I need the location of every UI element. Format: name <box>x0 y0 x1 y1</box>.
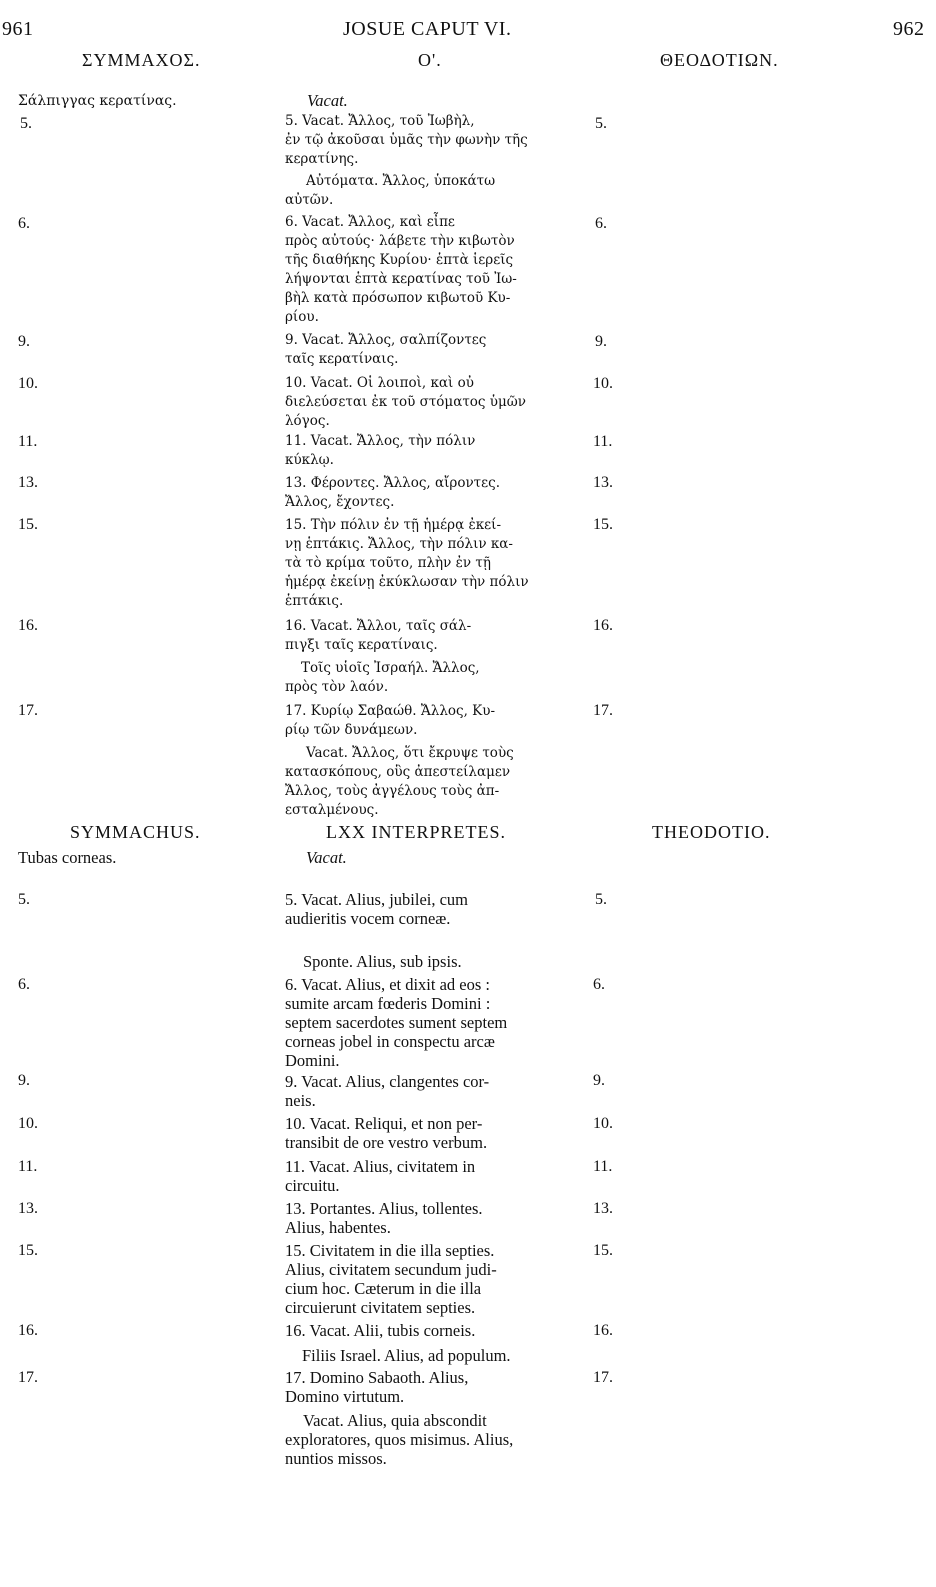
latin-verse-number-left: 5. <box>18 891 30 908</box>
greek-verse-number-left: 10. <box>18 375 38 392</box>
text-line: κερατίνης. <box>285 151 359 167</box>
latin-verse-number-right: 6. <box>593 976 605 993</box>
greek-lxx-paragraph <box>285 213 560 327</box>
text-line: ἐν τῷ ἀκοῦσαι ὑμᾶς τὴν φωνὴν τῆς <box>285 132 528 148</box>
greek-verse-number-left: 17. <box>18 702 38 719</box>
greek-verse-number-left: 6. <box>18 215 30 232</box>
text-line: 11. Vacat. Ἄλλος, τὴν πόλιν <box>285 433 476 449</box>
latin-lxx-paragraph <box>285 1157 560 1195</box>
text-line: Domini. <box>285 1051 340 1070</box>
greek-verse-number-right: 5. <box>595 115 607 132</box>
running-title: JOSUE CAPUT VI. <box>343 18 512 40</box>
text-line: sumite arcam fœderis Domini : <box>285 994 491 1013</box>
latin-verse-number-right: 5. <box>595 891 607 908</box>
latin-verse-number-left: 17. <box>18 1369 38 1386</box>
text-line: ἡμέρᾳ ἐκείνῃ ἐκύκλωσαν τὴν πόλιν <box>285 574 529 590</box>
greek-lxx-paragraph <box>285 432 560 470</box>
text-line: neis. <box>285 1091 316 1110</box>
latin-verse-number-left: 13. <box>18 1200 38 1217</box>
text-line: 5. Vacat. Alius, jubilei, cum <box>285 890 469 909</box>
latin-lxx-paragraph <box>302 1346 577 1365</box>
latin-lxx-paragraph <box>285 890 560 928</box>
greek-symmachus-heading: ΣΥΜΜΑΧΟΣ. <box>82 50 201 70</box>
greek-verse-number-right: 9. <box>595 333 607 350</box>
text-line: transibit de ore vestro verbum. <box>285 1133 488 1152</box>
text-line: τὰ τὸ κρίμα τοῦτο, πλὴν ἐν τῇ <box>285 555 491 571</box>
greek-lxx-paragraph <box>285 659 560 697</box>
greek-lxx-paragraph <box>285 172 581 210</box>
latin-verse-number-right: 9. <box>593 1072 605 1089</box>
text-line: Αὐτόματα. Ἄλλος, ὑποκάτω <box>306 173 496 189</box>
text-line: septem sacerdotes sument septem <box>285 1013 508 1032</box>
text-line: πιγξι ταῖς κερατίναις. <box>285 637 438 653</box>
text-line: Ἄλλος, ἔχοντες. <box>285 494 395 510</box>
greek-lxx-paragraph <box>285 474 560 512</box>
latin-lxx-paragraph <box>285 1321 560 1340</box>
latin-theodotion-heading: THEODOTIO. <box>652 822 771 842</box>
latin-verse-number-left: 11. <box>18 1158 38 1175</box>
greek-lxx-paragraph <box>285 516 560 611</box>
text-line: Τοῖς υἱοῖς Ἰσραήλ. Ἄλλος, <box>301 660 480 676</box>
latin-verse-number-left: 10. <box>18 1115 38 1132</box>
text-line: Filiis Israel. Alius, ad populum. <box>302 1346 511 1365</box>
greek-verse-number-right: 10. <box>593 375 613 392</box>
text-line: ρίου. <box>285 309 319 325</box>
text-line: τῆς διαθήκης Κυρίου· ἑπτὰ ἱερεῖς <box>285 252 514 268</box>
latin-verse-number-right: 11. <box>593 1158 613 1175</box>
greek-verse-number-left: 15. <box>18 516 38 533</box>
greek-lxx-paragraph <box>285 702 560 740</box>
latin-lxx-first-note: Vacat. <box>306 848 347 867</box>
greek-lxx-paragraph <box>285 112 560 169</box>
page-number-right: 962 <box>893 18 925 40</box>
latin-verse-number-right: 15. <box>593 1242 613 1259</box>
latin-lxx-paragraph <box>285 1368 560 1406</box>
latin-symmachus-first-note: Tubas corneas. <box>18 848 117 867</box>
text-line: Sponte. Alius, sub ipsis. <box>303 952 462 971</box>
latin-verse-number-left: 6. <box>18 976 30 993</box>
text-line: 16. Vacat. Alii, tubis corneis. <box>285 1321 476 1340</box>
text-line: 10. Vacat. Οἱ λοιποὶ, καὶ οὐ <box>285 375 474 391</box>
latin-lxx-paragraph <box>285 1241 560 1317</box>
text-line: ταῖς κερατίναις. <box>285 351 399 367</box>
text-line: 10. Vacat. Reliqui, et non per- <box>285 1114 483 1133</box>
text-line: 9. Vacat. Ἄλλος, σαλπίζοντες <box>285 332 487 348</box>
greek-lxx-paragraph <box>285 331 560 369</box>
text-line: νῃ ἑπτάκις. Ἄλλος, τὴν πόλιν κα- <box>285 536 513 552</box>
latin-verse-number-right: 16. <box>593 1322 613 1339</box>
text-line: 16. Vacat. Ἄλλοι, ταῖς σάλ- <box>285 618 472 634</box>
text-line: κατασκόπους, οὓς ἀπεστείλαμεν <box>285 764 511 780</box>
greek-lxx-paragraph <box>285 617 560 655</box>
text-line: Vacat. Ἄλλος, ὅτι ἔκρυψε τοὺς <box>306 745 514 761</box>
greek-verse-number-left: 9. <box>18 333 30 350</box>
text-line: Alius, civitatem secundum judi- <box>285 1260 497 1279</box>
text-line: λόγος. <box>285 413 330 429</box>
greek-verse-number-left: 16. <box>18 617 38 634</box>
latin-lxx-paragraph <box>285 975 560 1070</box>
text-line: βὴλ κατὰ πρόσωπον κιβωτοῦ Κυ- <box>285 290 511 306</box>
text-line: Domino virtutum. <box>285 1387 405 1406</box>
text-line: corneas jobel in conspectu arcæ <box>285 1032 495 1051</box>
latin-verse-number-left: 16. <box>18 1322 38 1339</box>
latin-lxx-heading: LXX INTERPRETES. <box>326 822 506 842</box>
latin-lxx-paragraph <box>285 1411 560 1468</box>
text-line: αὐτῶν. <box>285 192 334 208</box>
latin-verse-number-right: 10. <box>593 1115 613 1132</box>
text-line: 13. Portantes. Alius, tollentes. <box>285 1199 483 1218</box>
text-line: κύκλῳ. <box>285 452 334 468</box>
text-line: ἑπτάκις. <box>285 593 344 609</box>
latin-lxx-paragraph <box>303 952 578 971</box>
text-line: circuitu. <box>285 1176 340 1195</box>
latin-lxx-paragraph <box>285 1072 560 1110</box>
greek-verse-number-right: 15. <box>593 516 613 533</box>
greek-verse-number-left: 13. <box>18 474 38 491</box>
text-line: 6. Vacat. Ἄλλος, καὶ εἶπε <box>285 214 455 230</box>
text-line: πρὸς τὸν λαόν. <box>285 679 389 695</box>
text-line: 11. Vacat. Alius, civitatem in <box>285 1157 476 1176</box>
latin-verse-number-right: 13. <box>593 1200 613 1217</box>
greek-verse-number-left: 11. <box>18 433 38 450</box>
greek-theodotion-heading: ΘΕΟΔΟΤΙΩΝ. <box>660 50 779 70</box>
greek-verse-number-left: 5. <box>20 115 32 132</box>
greek-symmachus-first-note: Σάλπιγγας κερατίνας. <box>18 93 177 109</box>
latin-verse-number-right: 17. <box>593 1369 613 1386</box>
text-line: 9. Vacat. Alius, clangentes cor- <box>285 1072 490 1091</box>
greek-lxx-paragraph <box>285 374 560 431</box>
greek-lxx-paragraph <box>285 744 560 820</box>
text-line: 17. Κυρίῳ Σαβαώθ. Ἄλλος, Κυ- <box>285 703 496 719</box>
text-line: πρὸς αὐτούς· λάβετε τὴν κιβωτὸν <box>285 233 515 249</box>
text-line: 5. Vacat. Ἄλλος, τοῦ Ἰωβὴλ, <box>285 113 475 129</box>
text-line: διελεύσεται ἐκ τοῦ στόματος ὑμῶν <box>285 394 526 410</box>
text-line: cium hoc. Cæterum in die illa <box>285 1279 482 1298</box>
text-line: ρίῳ τῶν δυνάμεων. <box>285 722 418 738</box>
page-number-left: 961 <box>2 18 34 40</box>
text-line: circuierunt civitatem septies. <box>285 1298 476 1317</box>
greek-verse-number-right: 17. <box>593 702 613 719</box>
text-line: Alius, habentes. <box>285 1218 391 1237</box>
text-line: 6. Vacat. Alius, et dixit ad eos : <box>285 975 491 994</box>
greek-verse-number-right: 11. <box>593 433 613 450</box>
text-line: 15. Civitatem in die illa septies. <box>285 1241 495 1260</box>
text-line: 15. Τὴν πόλιν ἐν τῇ ἡμέρᾳ ἐκεί- <box>285 517 502 533</box>
latin-verse-number-left: 9. <box>18 1072 30 1089</box>
latin-verse-number-left: 15. <box>18 1242 38 1259</box>
greek-lxx-first-note: Vacat. <box>307 91 348 110</box>
text-line: audieritis vocem corneæ. <box>285 909 451 928</box>
greek-verse-number-right: 13. <box>593 474 613 491</box>
text-line: exploratores, quos misimus. Alius, <box>285 1430 514 1449</box>
greek-verse-number-right: 6. <box>595 215 607 232</box>
latin-lxx-paragraph <box>285 1114 560 1152</box>
greek-lxx-heading: O'. <box>418 50 442 70</box>
latin-symmachus-heading: SYMMACHUS. <box>70 822 201 842</box>
text-line: εσταλμένους. <box>285 802 379 818</box>
greek-verse-number-right: 16. <box>593 617 613 634</box>
text-line: 17. Domino Sabaoth. Alius, <box>285 1368 469 1387</box>
text-line: Ἄλλος, τοὺς ἀγγέλους τοὺς ἀπ- <box>285 783 500 799</box>
latin-lxx-paragraph <box>285 1199 560 1237</box>
text-line: Vacat. Alius, quia abscondit <box>303 1411 487 1430</box>
text-line: 13. Φέροντες. Ἄλλος, αἴροντες. <box>285 475 500 491</box>
text-line: nuntios missos. <box>285 1449 387 1468</box>
text-line: λήψονται ἑπτὰ κερατίνας τοῦ Ἰω- <box>285 271 517 287</box>
